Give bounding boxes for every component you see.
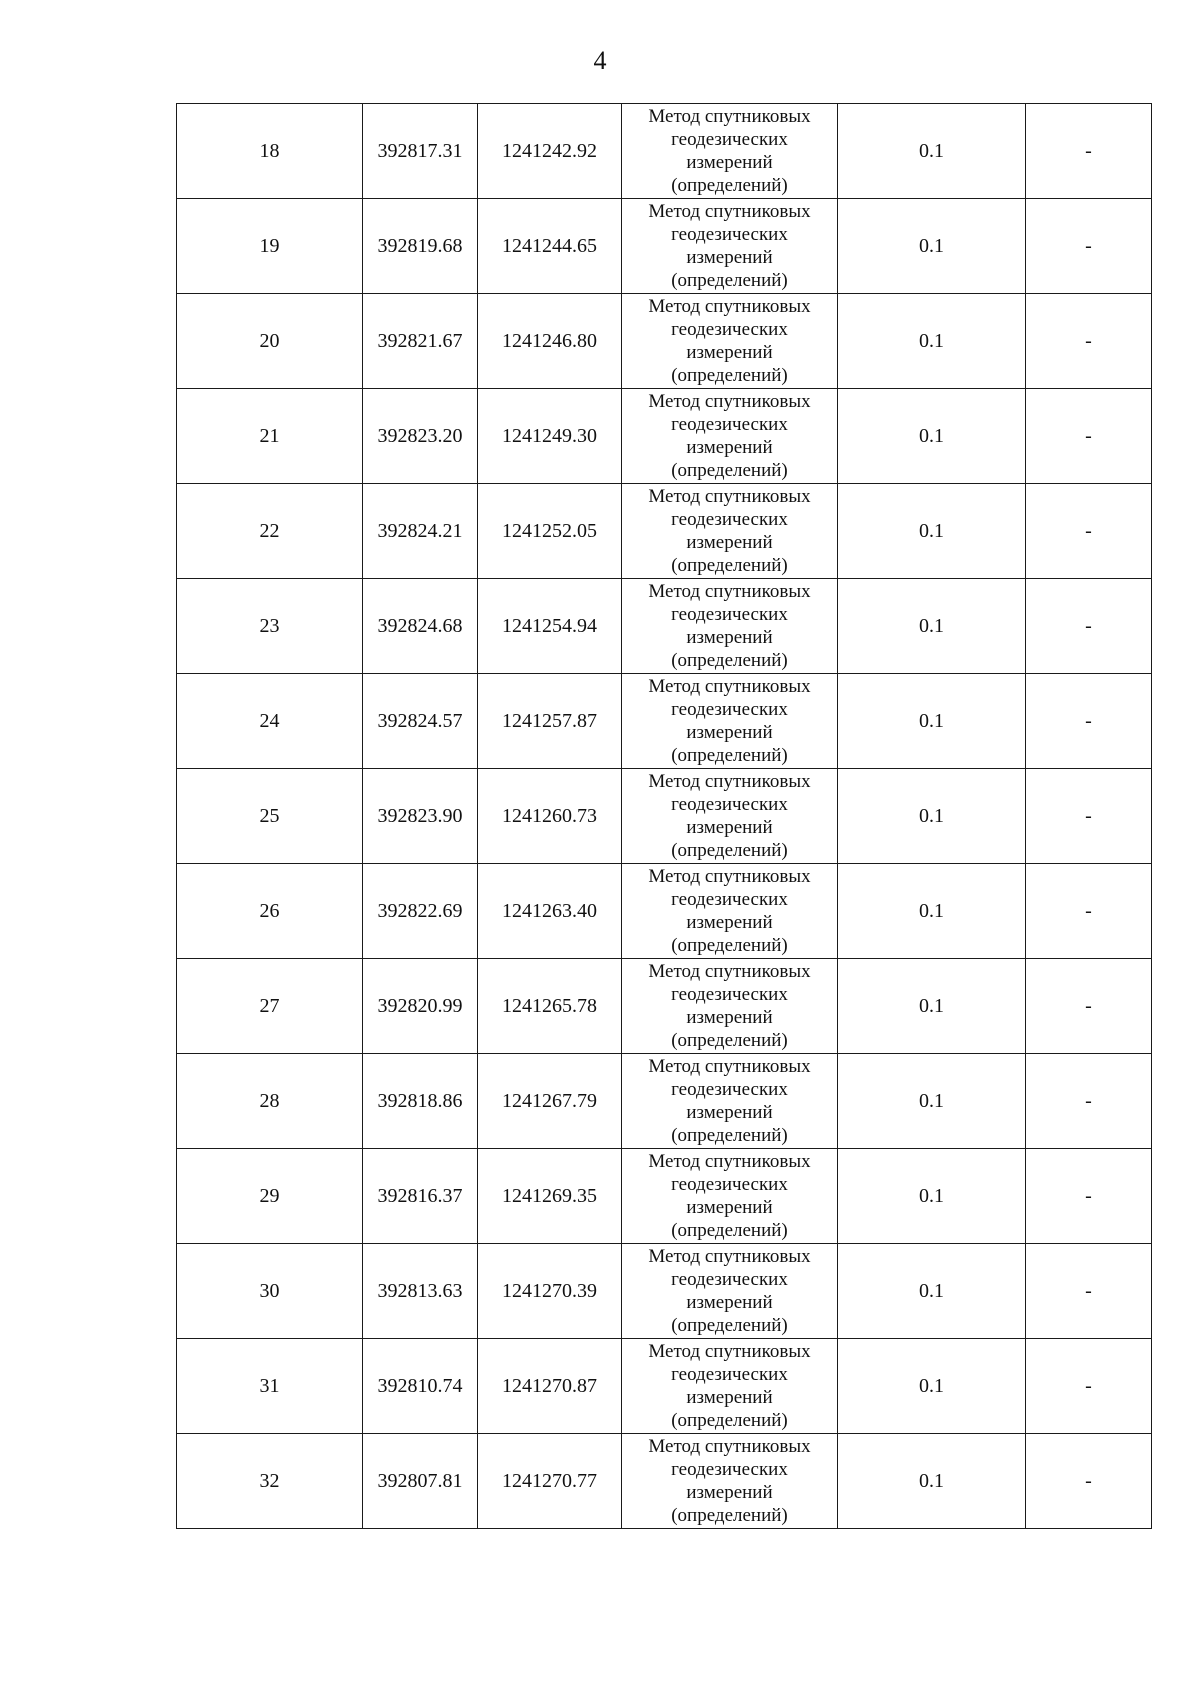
accuracy-cell: 0.1 [838, 389, 1026, 484]
method-cell [622, 769, 838, 864]
y-coordinate-cell: 1241270.87 [478, 1339, 622, 1434]
page-number: 4 [593, 46, 607, 75]
method-text-line: измерений [686, 1292, 773, 1313]
method-text-line: (определений) [671, 650, 788, 671]
method-text-line: (определений) [671, 840, 788, 861]
table-row [177, 674, 1152, 769]
method-text-line: геодезических [671, 1459, 788, 1480]
point-number-cell: 23 [177, 579, 363, 674]
point-number-cell: 31 [177, 1339, 363, 1434]
accuracy-cell: 0.1 [838, 1339, 1026, 1434]
table-row [177, 104, 1152, 199]
point-number-cell: 26 [177, 864, 363, 959]
method-cell [622, 959, 838, 1054]
method-text-line: (определений) [671, 1220, 788, 1241]
table-row [177, 389, 1152, 484]
method-cell [622, 389, 838, 484]
table-row [177, 579, 1152, 674]
accuracy-cell: 0.1 [838, 1434, 1026, 1529]
y-coordinate-cell: 1241267.79 [478, 1054, 622, 1149]
method-text-line: измерений [686, 1197, 773, 1218]
method-text-line: геодезических [671, 509, 788, 530]
accuracy-cell: 0.1 [838, 1149, 1026, 1244]
point-number-cell: 30 [177, 1244, 363, 1339]
table-row [177, 1244, 1152, 1339]
y-coordinate-cell: 1241254.94 [478, 579, 622, 674]
x-coordinate-cell: 392816.37 [363, 1149, 478, 1244]
method-text-line: измерений [686, 1387, 773, 1408]
table-row [177, 484, 1152, 579]
method-text-line: измерений [686, 912, 773, 933]
note-cell: - [1026, 199, 1152, 294]
note-cell: - [1026, 959, 1152, 1054]
method-text-line: геодезических [671, 1079, 788, 1100]
note-cell: - [1026, 674, 1152, 769]
y-coordinate-cell: 1241265.78 [478, 959, 622, 1054]
method-text-line: Метод спутниковых [648, 391, 811, 412]
point-number-cell: 25 [177, 769, 363, 864]
accuracy-cell: 0.1 [838, 674, 1026, 769]
table-row [177, 1149, 1152, 1244]
method-text-line: (определений) [671, 270, 788, 291]
point-number-cell: 19 [177, 199, 363, 294]
y-coordinate-cell: 1241242.92 [478, 104, 622, 199]
x-coordinate-cell: 392810.74 [363, 1339, 478, 1434]
y-coordinate-cell: 1241269.35 [478, 1149, 622, 1244]
method-text-line: Метод спутниковых [648, 106, 811, 127]
method-text-line: Метод спутниковых [648, 1246, 811, 1267]
accuracy-cell: 0.1 [838, 199, 1026, 294]
note-cell: - [1026, 1339, 1152, 1434]
point-number-cell: 29 [177, 1149, 363, 1244]
method-text-line: Метод спутниковых [648, 201, 811, 222]
x-coordinate-cell: 392824.68 [363, 579, 478, 674]
table-row [177, 1339, 1152, 1434]
method-text-line: Метод спутниковых [648, 1056, 811, 1077]
x-coordinate-cell: 392823.20 [363, 389, 478, 484]
method-text-line: Метод спутниковых [648, 771, 811, 792]
x-coordinate-cell: 392813.63 [363, 1244, 478, 1339]
accuracy-cell: 0.1 [838, 769, 1026, 864]
point-number-cell: 28 [177, 1054, 363, 1149]
method-cell [622, 294, 838, 389]
accuracy-cell: 0.1 [838, 104, 1026, 199]
method-cell [622, 579, 838, 674]
method-text-line: (определений) [671, 365, 788, 386]
method-text-line: (определений) [671, 1125, 788, 1146]
method-cell [622, 1244, 838, 1339]
accuracy-cell: 0.1 [838, 1054, 1026, 1149]
point-number-cell: 27 [177, 959, 363, 1054]
method-text-line: Метод спутниковых [648, 676, 811, 697]
method-text-line: измерений [686, 1007, 773, 1028]
point-number-cell: 18 [177, 104, 363, 199]
coordinates-table [176, 103, 1152, 1529]
point-number-cell: 32 [177, 1434, 363, 1529]
x-coordinate-cell: 392824.57 [363, 674, 478, 769]
method-text-line: геодезических [671, 889, 788, 910]
table-row [177, 294, 1152, 389]
method-text-line: Метод спутниковых [648, 1341, 811, 1362]
note-cell: - [1026, 579, 1152, 674]
point-number-cell: 22 [177, 484, 363, 579]
method-text-line: геодезических [671, 604, 788, 625]
x-coordinate-cell: 392817.31 [363, 104, 478, 199]
method-cell [622, 1434, 838, 1529]
method-text-line: измерений [686, 1482, 773, 1503]
method-text-line: геодезических [671, 1364, 788, 1385]
note-cell: - [1026, 104, 1152, 199]
method-cell [622, 199, 838, 294]
method-text-line: геодезических [671, 129, 788, 150]
note-cell: - [1026, 1054, 1152, 1149]
accuracy-cell: 0.1 [838, 484, 1026, 579]
note-cell: - [1026, 294, 1152, 389]
method-text-line: геодезических [671, 1174, 788, 1195]
method-text-line: (определений) [671, 555, 788, 576]
method-text-line: измерений [686, 247, 773, 268]
note-cell: - [1026, 1149, 1152, 1244]
x-coordinate-cell: 392818.86 [363, 1054, 478, 1149]
method-text-line: (определений) [671, 1505, 788, 1526]
note-cell: - [1026, 769, 1152, 864]
y-coordinate-cell: 1241257.87 [478, 674, 622, 769]
table-row [177, 769, 1152, 864]
method-text-line: (определений) [671, 1030, 788, 1051]
x-coordinate-cell: 392823.90 [363, 769, 478, 864]
method-text-line: (определений) [671, 1410, 788, 1431]
method-text-line: (определений) [671, 460, 788, 481]
coordinates-table-body [177, 104, 1152, 1529]
table-row [177, 1054, 1152, 1149]
x-coordinate-cell: 392819.68 [363, 199, 478, 294]
method-text-line: измерений [686, 342, 773, 363]
y-coordinate-cell: 1241260.73 [478, 769, 622, 864]
point-number-cell: 21 [177, 389, 363, 484]
accuracy-cell: 0.1 [838, 579, 1026, 674]
note-cell: - [1026, 484, 1152, 579]
method-text-line: измерений [686, 1102, 773, 1123]
note-cell: - [1026, 1244, 1152, 1339]
note-cell: - [1026, 864, 1152, 959]
y-coordinate-cell: 1241246.80 [478, 294, 622, 389]
method-text-line: геодезических [671, 984, 788, 1005]
method-text-line: геодезических [671, 224, 788, 245]
x-coordinate-cell: 392820.99 [363, 959, 478, 1054]
method-text-line: (определений) [671, 1315, 788, 1336]
method-text-line: измерений [686, 627, 773, 648]
method-cell [622, 864, 838, 959]
x-coordinate-cell: 392824.21 [363, 484, 478, 579]
method-cell [622, 1149, 838, 1244]
x-coordinate-cell: 392822.69 [363, 864, 478, 959]
table-row [177, 199, 1152, 294]
method-text-line: геодезических [671, 414, 788, 435]
method-text-line: Метод спутниковых [648, 1436, 811, 1457]
y-coordinate-cell: 1241244.65 [478, 199, 622, 294]
y-coordinate-cell: 1241263.40 [478, 864, 622, 959]
y-coordinate-cell: 1241249.30 [478, 389, 622, 484]
method-text-line: Метод спутниковых [648, 866, 811, 887]
table-row [177, 864, 1152, 959]
y-coordinate-cell: 1241252.05 [478, 484, 622, 579]
table-row [177, 1434, 1152, 1529]
method-text-line: измерений [686, 532, 773, 553]
y-coordinate-cell: 1241270.39 [478, 1244, 622, 1339]
method-cell [622, 674, 838, 769]
method-text-line: измерений [686, 152, 773, 173]
method-text-line: геодезических [671, 319, 788, 340]
note-cell: - [1026, 389, 1152, 484]
method-text-line: измерений [686, 817, 773, 838]
method-text-line: геодезических [671, 794, 788, 815]
method-cell [622, 1339, 838, 1434]
note-cell: - [1026, 1434, 1152, 1529]
table-row [177, 959, 1152, 1054]
accuracy-cell: 0.1 [838, 959, 1026, 1054]
method-text-line: Метод спутниковых [648, 486, 811, 507]
point-number-cell: 24 [177, 674, 363, 769]
method-cell [622, 484, 838, 579]
method-cell [622, 1054, 838, 1149]
method-cell [622, 104, 838, 199]
accuracy-cell: 0.1 [838, 1244, 1026, 1339]
x-coordinate-cell: 392821.67 [363, 294, 478, 389]
y-coordinate-cell: 1241270.77 [478, 1434, 622, 1529]
method-text-line: геодезических [671, 699, 788, 720]
method-text-line: Метод спутниковых [648, 296, 811, 317]
method-text-line: измерений [686, 722, 773, 743]
method-text-line: (определений) [671, 175, 788, 196]
method-text-line: (определений) [671, 745, 788, 766]
accuracy-cell: 0.1 [838, 294, 1026, 389]
method-text-line: (определений) [671, 935, 788, 956]
method-text-line: геодезических [671, 1269, 788, 1290]
x-coordinate-cell: 392807.81 [363, 1434, 478, 1529]
method-text-line: измерений [686, 437, 773, 458]
method-text-line: Метод спутниковых [648, 1151, 811, 1172]
method-text-line: Метод спутниковых [648, 961, 811, 982]
point-number-cell: 20 [177, 294, 363, 389]
method-text-line: Метод спутниковых [648, 581, 811, 602]
accuracy-cell: 0.1 [838, 864, 1026, 959]
